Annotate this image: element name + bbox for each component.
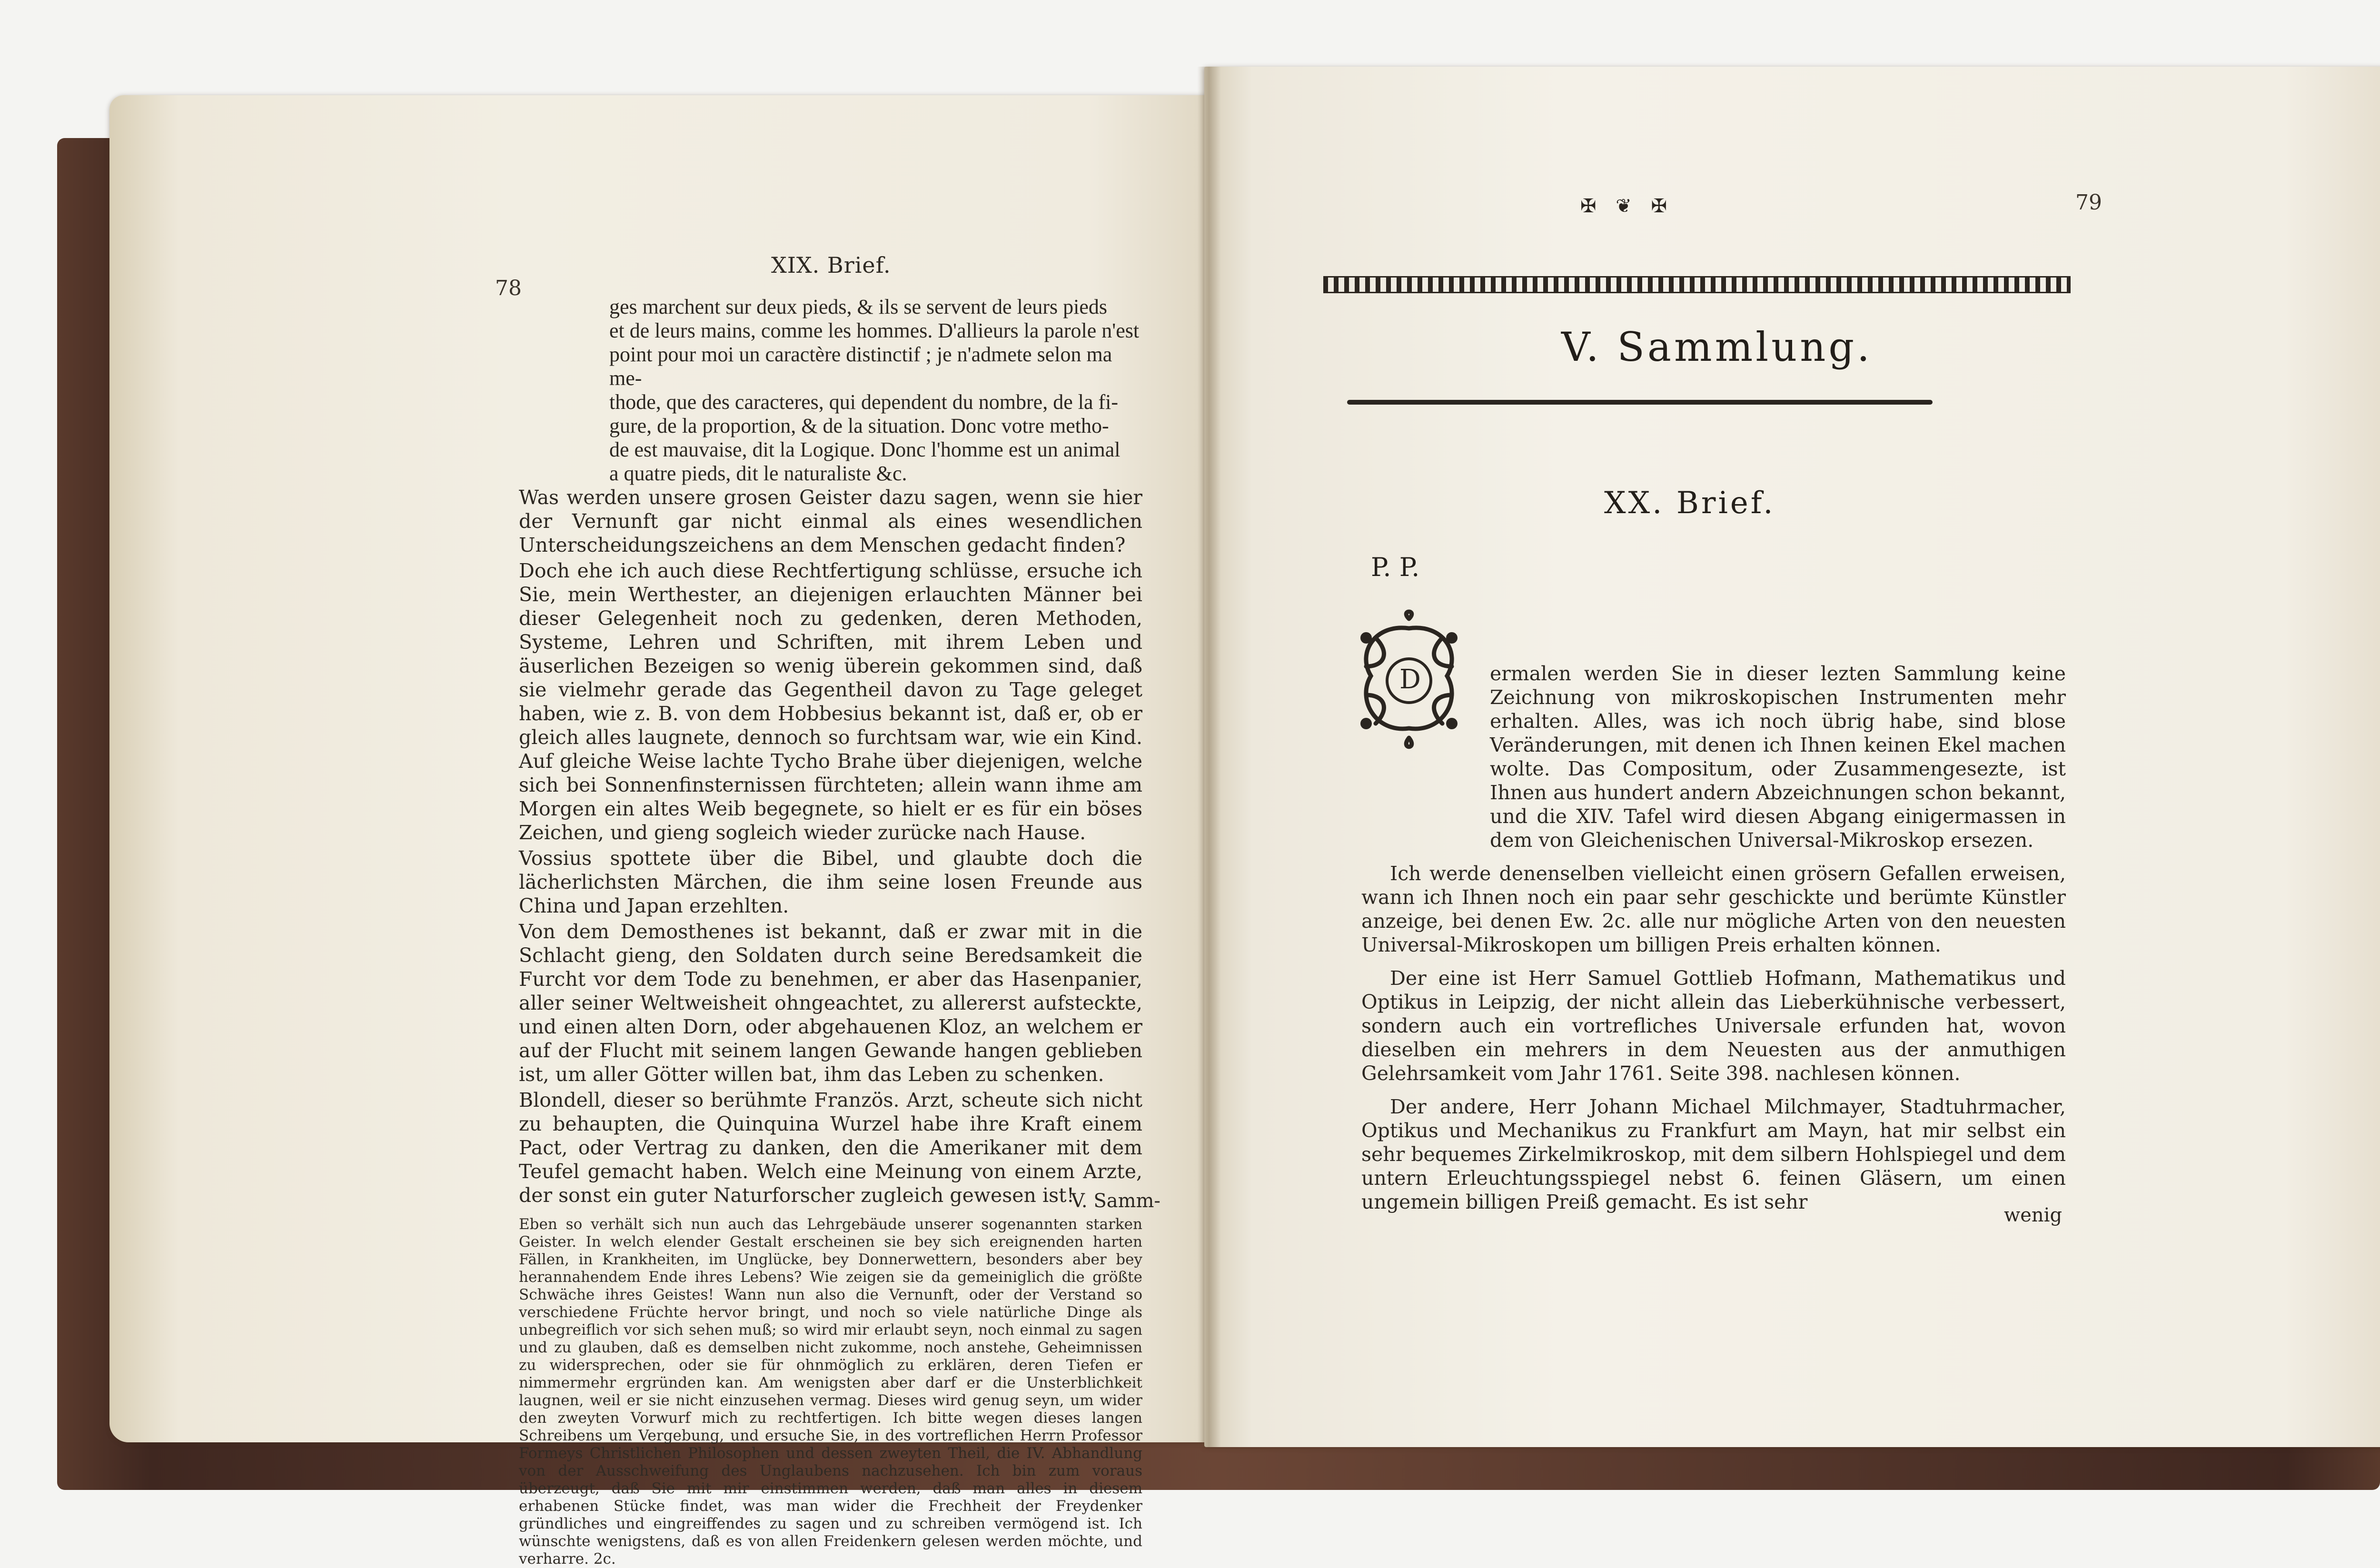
french-line: gure, de la proportion, & de la situation. Donc votre metho- — [609, 414, 1109, 437]
french-line: point pour moi un caractère distinctif ; je n'admete selon ma me- — [609, 343, 1112, 390]
section-title: V. Sammlung. — [1561, 324, 1873, 370]
decorative-border — [1323, 276, 2071, 293]
title-rule — [1347, 400, 1933, 405]
paragraph: Der andere, Herr Johann Michael Milchmayer, Stadtuhrmacher, Optikus und Mechanikus zu Frankfurt am Mayn, hat mir selbst ein sehr bequemes Zirkelmikroskop, mit dem silbern Hohlspiegel und dem untern Erleuchtungsspiegel nebst 6. feinen Gläsern, um einen ungemein billigen Preiß gemacht. Es ist sehr — [1361, 1095, 2066, 1213]
paragraph: Vossius spottete über die Bibel, und glaubte doch die lächerlichsten Märchen, die ihm seine losen Freunde aus China und Japan erzehlten. — [519, 847, 1142, 917]
french-line: et de leurs mains, comme les hommes. D'allieurs la parole n'est — [609, 319, 1140, 342]
right-page — [1204, 67, 2380, 1447]
book-gutter — [1197, 67, 1221, 1447]
paragraph: Blondell, dieser so berühmte Französ. Arzt, scheute sich nicht zu behaupten, die Quinquina Wurzel habe ihre Kraft einem Pact, oder Vertrag zu danken, den die Amerikaner mit dem Teufel gemacht haben. Welch eine Meinung von einem Arzte, der sonst ein guter Naturforscher zugleich gewesen ist! — [519, 1089, 1142, 1207]
paragraph: Ich werde denenselben vielleicht einen grösern Gefallen erweisen, wann ich Ihnen noch ein paar sehr geschickte und berümte Künstler anzeige, bei denen Ew. 2c. alle nur mögliche Arten von den neuesten Universal-Mikroskopen um billigen Preis erhalten können. — [1361, 862, 2066, 956]
french-line: a quatre pieds, dit le naturaliste &c. — [609, 462, 907, 485]
footnote: Eben so verhält sich nun auch das Lehrgebäude unserer sogenannten starken Geister. In welch elender Gestalt erscheinen sie bey sich ereignenden harten Fällen, in Krankheiten, im Unglücke, bey Donnerwettern, besonders aber bey herannahendem Ende ihres Lebens? Wie zeigen sie da gemeiniglich die größte Schwäche ihres Geistes! Wann nun also die Vernunft, oder der Verstand so verschiedene Früchte hervor bringt, und noch so viele natürliche Dinge als unbegreiflich vor sich sehen muß; so wird mir erlaubt seyn, noch einmal zu sagen und zu glauben, daß es demselben nicht zukomme, noch anstehe, Geheimnissen zu widersprechen, oder sie für ohnmöglich zu erklären, deren Tiefen er nimmermehr ergründen kan. Am wenigsten aber darf er die Unsterblichkeit laugnen, weil er sie nicht einzusehen vermag. Dieses wird genug seyn, um wider den zweyten Vorwurf mich zu rechtfertigen. Ich bitte wegen dieses langen Schreibens um Vergebung, und ersuche Sie, in des vortreflichen Herrn Professor Formeys Christlichen Philosophen und dessen zweyten Theil, die IV. Abhandlung von der Ausschweifung des Unglaubens nachzusehen. Ich bin zum voraus überzeugt, daß Sie mit mir einstimmen werden, daß man alles in diesem erhabenen Stücke findet, was man wider die Frechheit der Freydenker gründliches und eingreiffendes zu sagen und zu schreiben vermögend ist. Ich wünschte wenigstens, daß es von allen Freidenkern gelesen werden möchte, und verharre. 2c. — [519, 1216, 1142, 1568]
right-page-number: 79 — [2075, 190, 2102, 215]
left-page — [109, 95, 1261, 1568]
french-line: ges marchent sur deux pieds, & ils se servent de leurs pieds — [609, 295, 1107, 318]
left-catchword: V. Samm- — [1071, 1190, 1160, 1212]
left-page-number: 78 — [495, 276, 522, 300]
right-catchword: wenig — [2004, 1204, 2063, 1226]
paragraph: Von dem Demosthenes ist bekannt, daß er zwar mit in die Schlacht gieng, den Soldaten durch seine Beredsamkeit die Furcht vor dem Tode zu benehmen, er aber das Hasenpanier, aller seiner Weltweisheit ohngeachtet, zu allererst aufsteckte, und einen alten Dorn, oder abgehauenen Kloz, an welchem er auf der Flucht mit seinem langen Gewande hangen geblieben ist, um aller Götter willen bat, ihm das Leben zu schenken. — [519, 920, 1142, 1086]
right-body — [1361, 662, 2066, 1216]
french-line: de est mauvaise, dit la Logique. Donc l'homme est un animal — [609, 438, 1121, 461]
initial-letter: D — [1399, 664, 1421, 695]
left-running-head: XIX. Brief. — [771, 252, 891, 278]
french-line: thode, que des caracteres, qui dependent du nombre, de la fi- — [609, 390, 1119, 414]
open-book — [57, 57, 2380, 1568]
paragraph: Der eine ist Herr Samuel Gottlieb Hofmann, Mathematikus und Optikus in Leipzig, der nicht allein das Lieberkühnische verbessert, sondern auch ein vortrefliches Universale erfunden hat, wovon dieselben ein mehrers in dem Neuesten aus der anmuthigen Gelehrsamkeit vom Jahr 1761. Seite 398. nachlesen können. — [1361, 967, 2066, 1085]
letter-title: XX. Brief. — [1604, 486, 1775, 521]
paragraph: ermalen werden Sie in dieser lezten Sammlung keine Zeichnung von mikroskopischen Instrumenten mehr erhalten. Alles, was ich noch übrig habe, sind blose Veränderungen, mit denen ich Ihnen keinen Ekel machen wolte. Das Compositum, oder Zusammengesezte, ist Ihnen aus hundert andern Abzeichnungen schon bekannt, und die XIV. Tafel wird diesen Abgang einigermassen in dem von Gleichenischen Universal-Mikroskop ersezen. — [1490, 662, 2066, 852]
salutation: P. P. — [1371, 552, 1420, 582]
paragraph: Doch ehe ich auch diese Rechtfertigung schlüsse, ersuche ich Sie, mein Werthester, an diejenigen erlauchten Männer bei dieser Gelegenheit noch zu gedenken, deren Methoden, Systeme, Lehren und Schriften, mit ihrem Leben und äuserlichen Bezeigen so wenig überein gekommen sind, daß sie vielmehr gerade das Gegentheil davon zu Tage geleget haben, wie z. B. von dem Hobbesius bekannt ist, daß er, ob er gleich alles laugnete, dennoch so furchtsam war, wie ein Kind. Auf gleiche Weise lachte Tycho Brahe über diejenigen, welche sich bei Sonnenfinsternissen fürchteten; allein wann ihme am Morgen ein altes Weib begegnete, so hielt er es für ein böses Zeichen, und gieng sogleich wieder zurücke nach Hause. — [519, 559, 1142, 844]
left-body — [519, 295, 1142, 1568]
paragraph: Was werden unsere grosen Geister dazu sagen, wenn sie hier der Vernunft gar nicht einmal als eines wesendlichen Unterscheidungszeichens an dem Menschen gedacht finden? — [519, 486, 1142, 556]
french-quote — [519, 295, 1142, 486]
ornament-top: ✠ ❦ ✠ — [1580, 195, 1674, 217]
